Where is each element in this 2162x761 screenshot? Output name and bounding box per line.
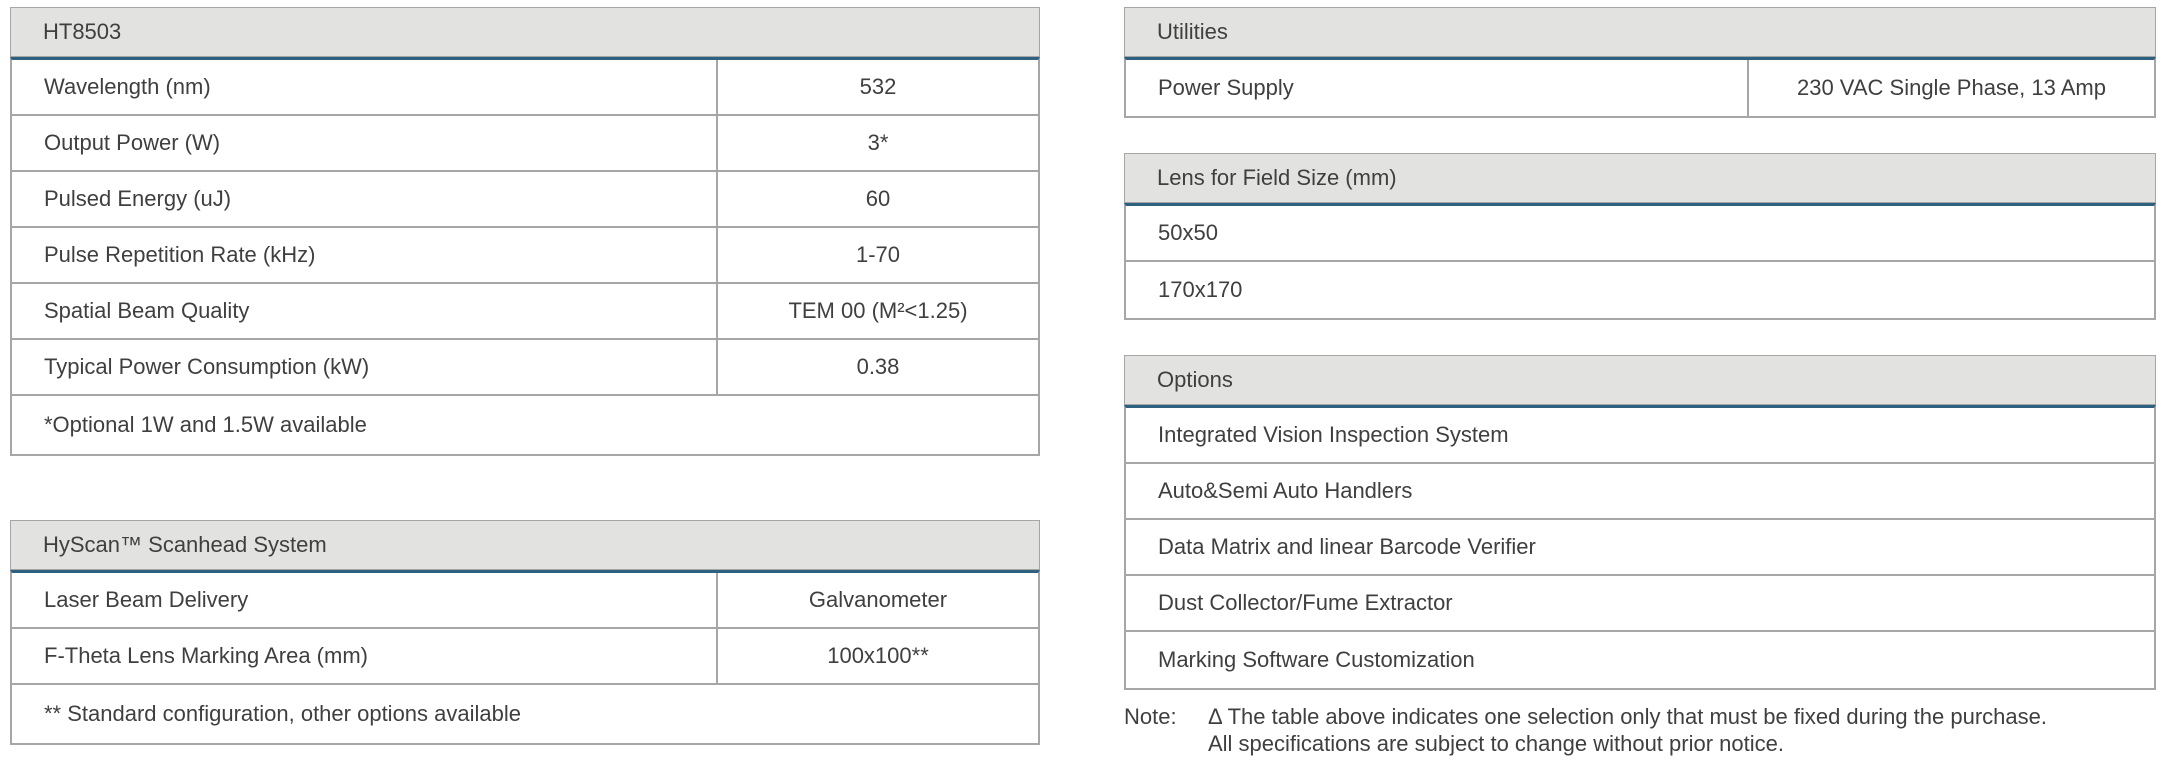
left-column <box>10 7 1040 745</box>
spec-value-ftheta-marking-area: 100x100** <box>827 643 929 668</box>
table-row <box>1126 576 2154 632</box>
spec-label-power-consumption: Typical Power Consumption (kW) <box>12 340 718 394</box>
table-lens-field-size-title: Lens for Field Size (mm) <box>1157 165 1397 190</box>
spec-value-power-consumption: 0.38 <box>856 354 900 379</box>
table-hyscan-footnote: ** Standard configuration, other options available <box>44 701 521 726</box>
table-options-header <box>1124 355 2156 405</box>
table-lens-field-size-body <box>1124 203 2156 320</box>
table-lens-field-size <box>1124 153 2156 320</box>
spec-value-output-power: 3* <box>867 130 889 155</box>
table-row <box>12 228 1038 284</box>
note-line-1: Δ The table above indicates one selection only that must be fixed during the purchase. <box>1208 704 2047 729</box>
lens-option-50x50: 50x50 <box>1158 220 1218 245</box>
note-label: Note: <box>1124 704 1177 729</box>
table-row <box>12 573 1038 629</box>
table-utilities-title: Utilities <box>1157 19 1228 44</box>
table-footnote-row <box>12 685 1038 743</box>
note-block <box>1124 703 2156 757</box>
spec-label-pulse-repetition-rate: Pulse Repetition Rate (kHz) <box>12 228 718 282</box>
table-utilities-body <box>1124 57 2156 118</box>
table-row <box>12 629 1038 685</box>
option-vision-inspection: Integrated Vision Inspection System <box>1158 422 1509 447</box>
table-options <box>1124 355 2156 690</box>
table-row <box>12 60 1038 116</box>
table-row <box>1126 632 2154 688</box>
table-ht8503-header <box>10 7 1040 57</box>
spec-value-spatial-beam-quality: TEM 00 (M²<1.25) <box>788 298 968 323</box>
table-row <box>1126 464 2154 520</box>
option-software-customization: Marking Software Customization <box>1158 647 1475 672</box>
table-hyscan <box>10 520 1040 745</box>
spec-label-laser-beam-delivery: Laser Beam Delivery <box>12 573 718 627</box>
table-row <box>1126 408 2154 464</box>
table-row <box>12 340 1038 396</box>
table-footnote-row <box>12 396 1038 454</box>
table-options-title: Options <box>1157 367 1233 392</box>
option-auto-handlers: Auto&Semi Auto Handlers <box>1158 478 1413 503</box>
lens-option-170x170: 170x170 <box>1158 277 1243 302</box>
right-column <box>1124 7 2156 757</box>
spec-label-power-supply: Power Supply <box>1126 60 1749 116</box>
spec-label-ftheta-marking-area: F-Theta Lens Marking Area (mm) <box>12 629 718 683</box>
table-utilities <box>1124 7 2156 118</box>
table-ht8503-title: HT8503 <box>43 19 122 44</box>
table-ht8503-body <box>10 57 1040 456</box>
table-hyscan-body <box>10 570 1040 745</box>
option-dust-collector: Dust Collector/Fume Extractor <box>1158 590 1453 615</box>
table-row <box>1126 262 2154 318</box>
spec-label-spatial-beam-quality: Spatial Beam Quality <box>12 284 718 338</box>
table-row <box>12 172 1038 228</box>
table-row <box>12 284 1038 340</box>
spec-value-laser-beam-delivery: Galvanometer <box>808 587 948 612</box>
table-hyscan-header <box>10 520 1040 570</box>
table-ht8503 <box>10 7 1040 456</box>
table-row <box>1126 520 2154 576</box>
table-lens-field-size-header <box>1124 153 2156 203</box>
option-barcode-verifier: Data Matrix and linear Barcode Verifier <box>1158 534 1536 559</box>
spec-value-pulsed-energy: 60 <box>865 186 891 211</box>
note-text <box>1208 703 2156 757</box>
table-row <box>1126 60 2154 116</box>
spec-value-pulse-repetition-rate: 1-70 <box>855 242 901 267</box>
table-hyscan-title: HyScan™ Scanhead System <box>43 532 327 557</box>
table-ht8503-footnote: *Optional 1W and 1.5W available <box>44 412 367 437</box>
spec-label-output-power: Output Power (W) <box>12 116 718 170</box>
table-row <box>1126 206 2154 262</box>
table-utilities-header <box>1124 7 2156 57</box>
note-line-2: All specifications are subject to change without prior notice. <box>1208 731 1784 756</box>
spec-value-power-supply: 230 VAC Single Phase, 13 Amp <box>1796 75 2106 100</box>
table-row <box>12 116 1038 172</box>
spec-value-wavelength: 532 <box>859 74 897 99</box>
table-options-body <box>1124 405 2156 690</box>
spec-label-pulsed-energy: Pulsed Energy (uJ) <box>12 172 718 226</box>
spec-label-wavelength: Wavelength (nm) <box>12 60 718 114</box>
